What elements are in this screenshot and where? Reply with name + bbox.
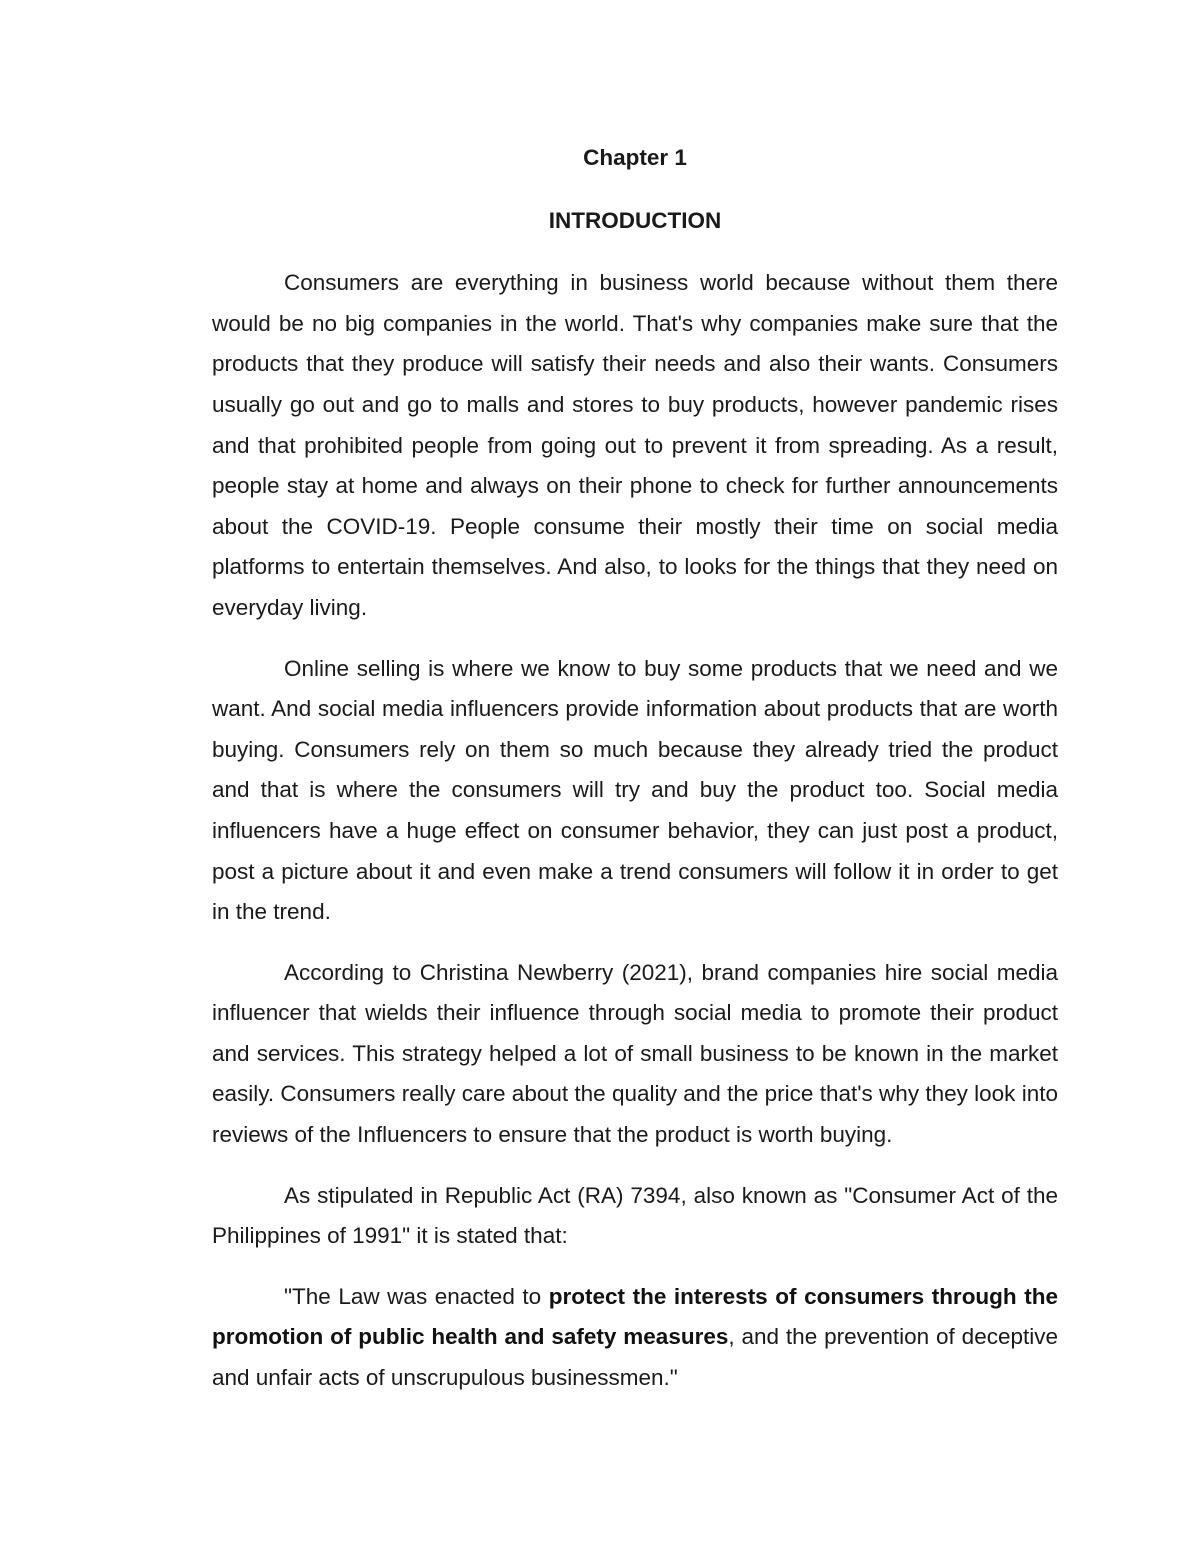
law-quote	[212, 1277, 1058, 1399]
paragraph-online-selling: Online selling is where we know to buy some products that we need and we want. And social media influencers provide information about products that are worth buying. Consumers rely on them so much because they already tried the product and that is where the consumers will try and buy the product too. Social media influencers have a huge effect on consumer behavior, they can just post a product, post a picture about it and even make a trend consumers will follow it in order to get in the trend.	[212, 655, 1058, 925]
section-title: INTRODUCTION	[548, 207, 722, 233]
quote-prefix: "The Law was enacted to	[284, 1283, 549, 1309]
paragraph-newberry: According to Christina Newberry (2021), brand companies hire social media influencer that wields their influence through social media to promote their product and services. This strategy helped a lot of small business to be known in the market easily. Consumers really care about the quality and the price that's why they look into reviews of the Influencers to ensure that the product is worth buying.	[212, 959, 1058, 1148]
document-content	[212, 138, 1058, 1399]
paragraph-consumers: Consumers are everything in business world because without them there would be no big companies in the world. That's why companies make sure that the products that they produce will satisfy their needs and also their wants. Consumers usually go out and go to malls and stores to buy products, however pandemic rises and that prohibited people from going out to prevent it from spreading. As a result, people stay at home and always on their phone to check for further announcements about the COVID-19. People consume their mostly their time on social media platforms to entertain themselves. And also, to looks for the things that they need on everyday living.	[212, 270, 1058, 620]
chapter-heading: Chapter 1	[583, 145, 687, 170]
quote-suffix: , and the prevention of deceptive and unfair acts of unscrupulous businessmen."	[212, 1324, 1059, 1391]
paragraph-republic-act: As stipulated in Republic Act (RA) 7394, also known as "Consumer Act of the Philippines of 1991" it is stated that:	[212, 1182, 1058, 1249]
quote-emphasis: protect the interests of consumers through the promotion of public health and safety measures	[212, 1283, 1058, 1350]
